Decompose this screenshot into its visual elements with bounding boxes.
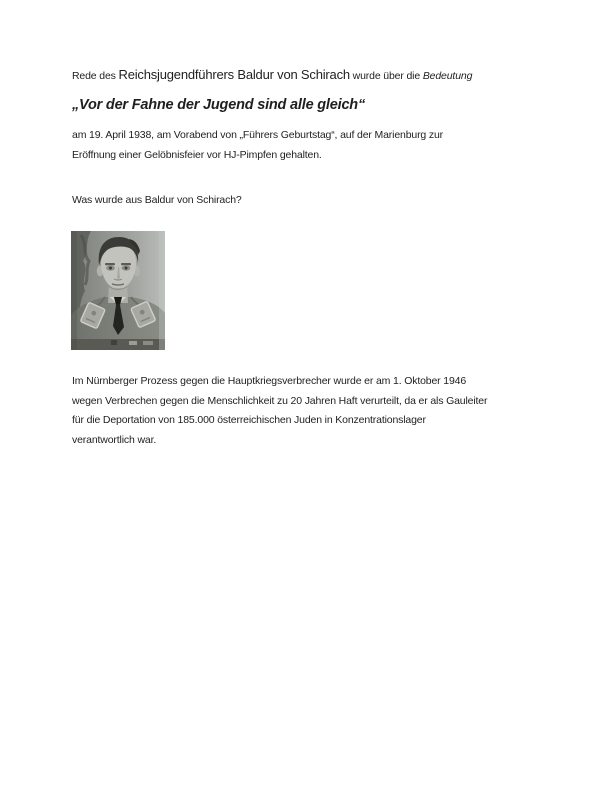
quote-heading: „Vor der Fahne der Jugend sind alle gleich“ <box>72 97 366 113</box>
intro-italic-word: Bedeutung <box>422 70 473 82</box>
intro-middle: wurde über die <box>349 70 423 82</box>
paragraph-line: Im Nürnberger Prozess gegen die Hauptkriegsverbrecher wurde er am 1. Oktober 1946 <box>72 375 467 387</box>
paragraph-line: verantwortlich war. <box>72 433 157 446</box>
intro-emphasis: Reichsjugendführers Baldur von Schirach <box>118 67 350 82</box>
speech-details-paragraph <box>72 126 443 165</box>
paragraph-line: wegen Verbrechen gegen die Menschlichkeit zu 20 Jahren Haft verurteilt, da er als Gauleiter <box>72 394 488 407</box>
intro-prefix: Rede des <box>72 70 119 82</box>
outcome-paragraph <box>72 372 487 450</box>
paragraph-line: für die Deportation von 185.000 österreichischen Juden in Konzentrationslager <box>72 414 426 426</box>
question-line: Was wurde aus Baldur von Schirach? <box>72 194 242 206</box>
intro-line <box>72 64 472 87</box>
paragraph-line: am 19. April 1938, am Vorabend von „Führers Geburtstag“, auf der Marienburg zur <box>72 129 444 141</box>
paragraph-line: Eröffnung einer Gelöbnisfeier vor HJ-Pimpfen gehalten. <box>72 148 322 161</box>
portrait-photo <box>71 231 165 350</box>
portrait-photo-graphic <box>71 231 165 350</box>
